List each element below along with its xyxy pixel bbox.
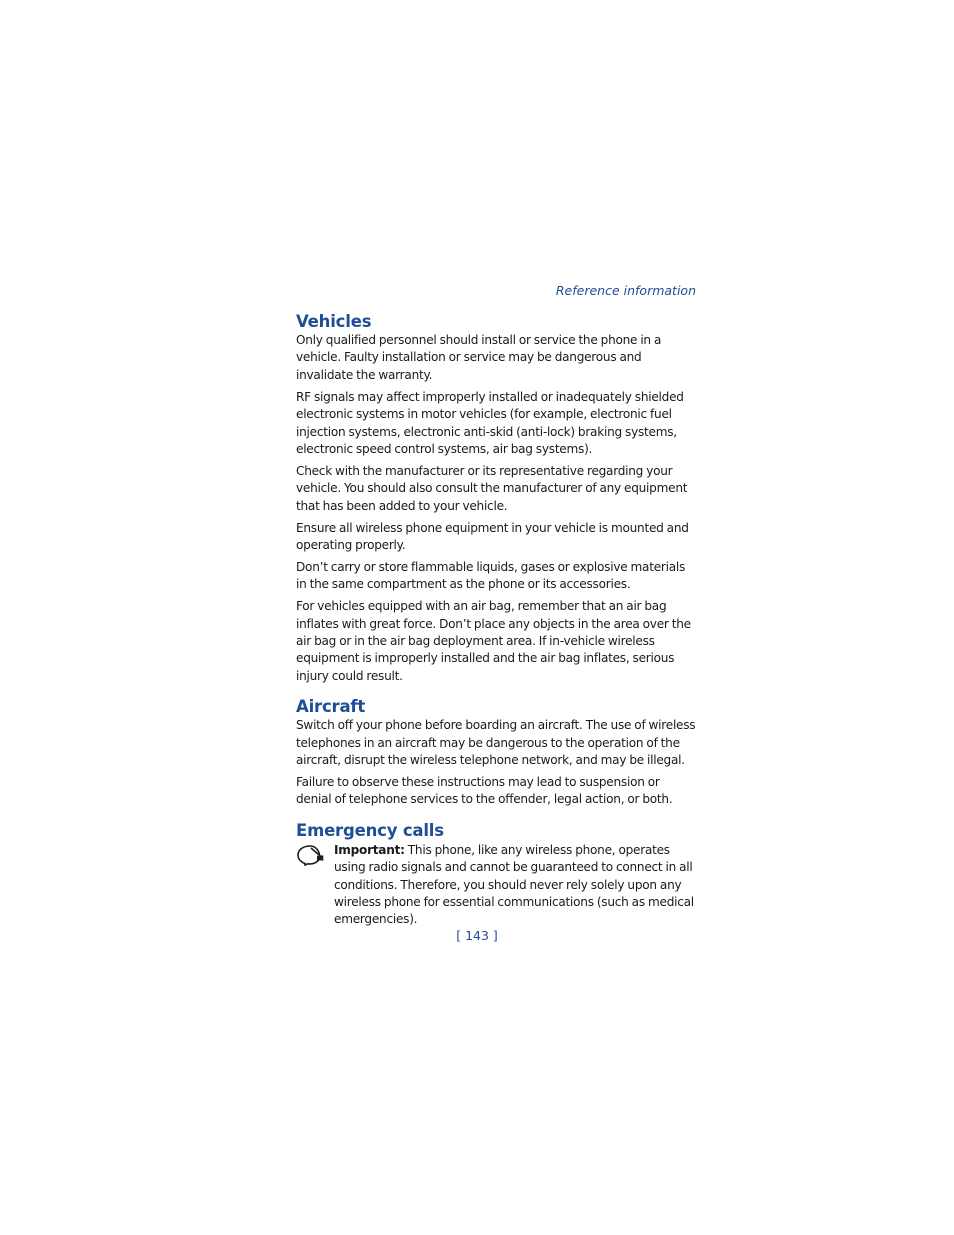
section-aircraft bbox=[296, 697, 696, 809]
note-body: This phone, like any wireless phone, operates using radio signals and cannot be guaranteed to connect in all conditions. Therefore, you should never rely solely upon any wireless phone for essential communications (such as medical emergencies). bbox=[334, 842, 694, 927]
paragraph: For vehicles equipped with an air bag, remember that an air bag inflates with great force. Don’t place any objects in the area over the air bag or in the air bag deployment area. If in-vehicle wireless equipment is improperly installed and the air bag inflates, serious injury could result. bbox=[296, 599, 691, 683]
running-head: Reference information bbox=[555, 283, 696, 298]
section-heading: Aircraft bbox=[296, 697, 366, 717]
paragraph: Failure to observe these instructions may lead to suspension or denial of telephone services to the offender, legal action, or both. bbox=[296, 774, 673, 807]
section-heading: Vehicles bbox=[296, 312, 372, 331]
section-vehicles bbox=[296, 312, 696, 685]
section-heading: Emergency calls bbox=[296, 820, 444, 840]
paragraph: Check with the manufacturer or its representative regarding your vehicle. You should also consult the manufacturer of any equipment that has been added to your vehicle. bbox=[296, 463, 688, 513]
note-label: Important: bbox=[334, 842, 405, 857]
note-text bbox=[334, 842, 696, 929]
important-note bbox=[296, 842, 696, 929]
paragraph: RF signals may affect improperly installed or inadequately shielded electronic systems in motor vehicles (for example, electronic fuel injection systems, electronic anti-skid (anti-lock) braking systems, electronic speed control systems, air bag systems). bbox=[296, 389, 684, 456]
paragraph: Ensure all wireless phone equipment in your vehicle is mounted and operating properly. bbox=[296, 520, 689, 552]
section-emergency-calls bbox=[296, 821, 696, 929]
paragraph: Only qualified personnel should install or service the phone in a vehicle. Faulty installation or service may be dangerous and invalidate the warranty. bbox=[296, 333, 662, 382]
page-content bbox=[296, 282, 696, 933]
page-number: [ 143 ] bbox=[456, 928, 498, 943]
important-note-icon bbox=[296, 844, 324, 866]
paragraph: Switch off your phone before boarding an aircraft. The use of wireless telephones in an aircraft may be dangerous to the operation of the aircraft, disrupt the wireless telephone network, and may be illegal. bbox=[296, 718, 696, 768]
paragraph: Don’t carry or store flammable liquids, gases or explosive materials in the same compartment as the phone or its accessories. bbox=[296, 559, 686, 592]
